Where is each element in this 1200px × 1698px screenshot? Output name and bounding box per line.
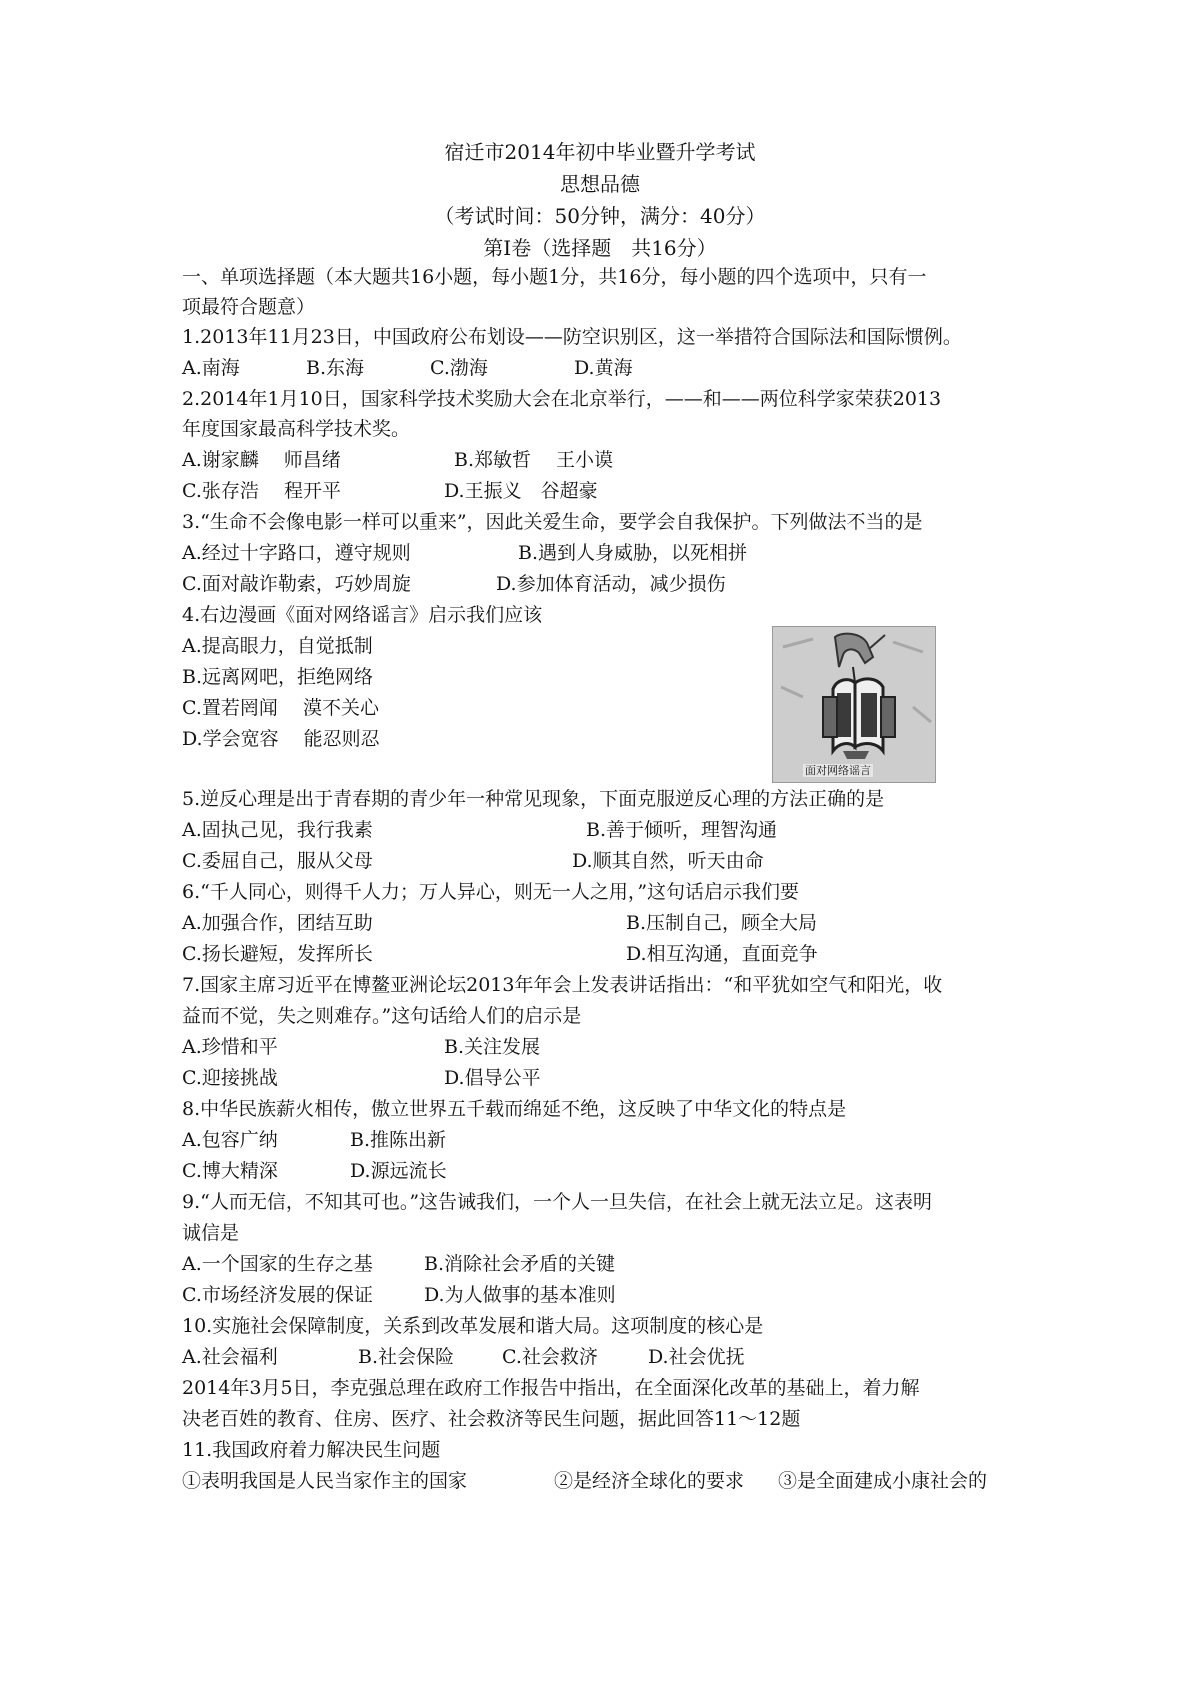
q7-option-b: B.关注发展 <box>444 1036 541 1058</box>
question-7-stem-line-1: 7.国家主席习近平在博鳌亚洲论坛2013年年会上发表讲话指出：“和平犹如空气和阳光，收 <box>182 974 943 996</box>
question-11-options <box>182 1469 987 1493</box>
q7-option-c: C.迎接挑战 <box>182 1067 278 1089</box>
exam-title: 宿迁市2014年初中毕业暨升学考试 <box>444 140 756 164</box>
q1-option-a: A.南海 <box>182 357 240 379</box>
question-2-options-row-1 <box>182 448 613 472</box>
question-8-options-row-1 <box>182 1128 446 1152</box>
q3-option-d: D.参加体育活动，减少损伤 <box>496 573 726 595</box>
instructions-line-1: 一、单项选择题（本大题共16小题，每小题1分，共16分，每小题的四个选项中，只有一 <box>182 266 927 288</box>
question-3-stem: 3.“生命不会像电影一样可以重来”，因此关爱生命，要学会自我保护。下列做法不当的是 <box>182 511 923 533</box>
q10-option-c: C.社会救济 <box>502 1346 598 1368</box>
q6-option-c: C.扬长避短，发挥所长 <box>182 943 373 965</box>
question-7-options-row-2 <box>182 1066 541 1090</box>
q3-option-c: C.面对敲诈勒索，巧妙周旋 <box>182 573 411 595</box>
q4-option-d: D.学会宽容 能忍则忍 <box>182 728 380 750</box>
q7-option-a: A.珍惜和平 <box>182 1036 278 1058</box>
q8-option-d: D.源远流长 <box>350 1160 447 1182</box>
q4-option-a: A.提高眼力，自觉抵制 <box>182 635 373 657</box>
question-10-options <box>182 1345 745 1369</box>
subject-title: 思想品德 <box>560 172 640 196</box>
question-2-options-row-2 <box>182 479 598 503</box>
question-5-options-row-2 <box>182 849 764 873</box>
question-1-options <box>182 356 633 380</box>
q6-option-b: B.压制自己，顾全大局 <box>626 912 818 934</box>
question-7-options-row-1 <box>182 1035 540 1059</box>
q2-option-c: C.张存浩 程开平 <box>182 480 341 502</box>
question-6-stem: 6.“千人同心，则得千人力；万人异心，则无一人之用，”这句话启示我们要 <box>182 881 800 903</box>
question-9-options-row-1 <box>182 1252 615 1276</box>
q10-option-a: A.社会福利 <box>182 1346 278 1368</box>
q7-option-d: D.倡导公平 <box>444 1067 541 1089</box>
q8-option-c: C.博大精深 <box>182 1160 278 1182</box>
question-9-options-row-2 <box>182 1283 616 1307</box>
question-7-stem-line-2: 益而不觉，失之则难存。”这句话给人们的启示是 <box>182 1005 582 1027</box>
q4-option-b: B.远离网吧，拒绝网络 <box>182 666 374 688</box>
q2-option-a: A.谢家麟 师昌绪 <box>182 449 341 471</box>
q6-option-d: D.相互沟通，直面竞争 <box>626 943 818 965</box>
instructions-line-2: 项最符合题意） <box>182 296 316 318</box>
cartoon-drawing <box>773 627 936 783</box>
cartoon-caption: 面对网络谣言 <box>805 764 871 777</box>
q3-option-b: B.遇到人身威胁，以死相拼 <box>518 542 748 564</box>
q2-option-b: B.郑敏哲 王小谟 <box>454 449 614 471</box>
q9-option-d: D.为人做事的基本准则 <box>424 1284 616 1306</box>
question-2-stem-line-1: 2.2014年1月10日，国家科学技术奖励大会在北京举行，——和——两位科学家荣获2013 <box>182 388 942 410</box>
exam-info: （考试时间：50分钟，满分：40分） <box>434 204 766 228</box>
q1-option-b: B.东海 <box>306 357 365 379</box>
q4-option-c: C.置若罔闻 漠不关心 <box>182 697 379 719</box>
q9-option-a: A.一个国家的生存之基 <box>182 1253 373 1275</box>
question-2-stem-line-2: 年度国家最高科学技术奖。 <box>182 418 411 440</box>
question-8-stem: 8.中华民族薪火相传，傲立世界五千载而绵延不绝，这反映了中华文化的特点是 <box>182 1098 847 1120</box>
question-3-options-row-1 <box>182 541 747 565</box>
q1-option-c: C.渤海 <box>430 357 488 379</box>
q2-option-d: D.王振义 谷超豪 <box>444 480 598 502</box>
section-title: 第Ⅰ卷（选择题 共16分） <box>483 236 717 260</box>
q10-option-d: D.社会优抚 <box>648 1346 745 1368</box>
q9-option-c: C.市场经济发展的保证 <box>182 1284 373 1306</box>
material-line-1: 2014年3月5日，李克强总理在政府工作报告中指出，在全面深化改革的基础上，着力解 <box>182 1377 920 1399</box>
q6-option-a: A.加强合作，团结互助 <box>182 912 373 934</box>
question-8-options-row-2 <box>182 1159 447 1183</box>
question-9-stem-line-2: 诚信是 <box>182 1222 240 1244</box>
question-3-options-row-2 <box>182 572 726 596</box>
question-5-stem: 5.逆反心理是出于青春期的青少年一种常见现象，下面克服逆反心理的方法正确的是 <box>182 788 885 810</box>
question-6-options-row-1 <box>182 911 817 935</box>
q11-option-3: ③是全面建成小康社会的 <box>778 1470 988 1492</box>
q10-option-b: B.社会保险 <box>358 1346 455 1368</box>
q9-option-b: B.消除社会矛盾的关键 <box>424 1253 616 1275</box>
question-6-options-row-2 <box>182 942 818 966</box>
q8-option-a: A.包容广纳 <box>182 1129 278 1151</box>
question-5-options-row-1 <box>182 818 777 842</box>
q8-option-b: B.推陈出新 <box>350 1129 447 1151</box>
material-line-2: 决老百姓的教育、住房、医疗、社会救济等民生问题，据此回答11～12题 <box>182 1408 801 1430</box>
question-1-stem: 1.2013年11月23日，中国政府公布划设——防空识别区，这一举措符合国际法和国际惯例。 <box>182 326 962 348</box>
question-9-stem-line-1: 9.“人而无信，不知其可也。”这告诫我们，一个人一旦失信，在社会上就无法立足。这表明 <box>182 1191 933 1213</box>
q11-option-2: ②是经济全球化的要求 <box>554 1470 745 1492</box>
q5-option-b: B.善于倾听，理智沟通 <box>586 819 778 841</box>
question-10-stem: 10.实施社会保障制度，关系到改革发展和谐大局。这项制度的核心是 <box>182 1315 764 1337</box>
q5-option-c: C.委屈自己，服从父母 <box>182 850 373 872</box>
q11-option-1: ①表明我国是人民当家作主的国家 <box>182 1470 468 1492</box>
question-4-stem: 4.右边漫画《面对网络谣言》启示我们应该 <box>182 604 543 626</box>
q5-option-d: D.顺其自然，听天由命 <box>572 850 764 872</box>
q5-option-a: A.固执己见，我行我素 <box>182 819 373 841</box>
q1-option-d: D.黄海 <box>574 357 633 379</box>
question-11-stem: 11.我国政府着力解决民生问题 <box>182 1439 441 1461</box>
cartoon-image <box>772 626 936 783</box>
q3-option-a: A.经过十字路口，遵守规则 <box>182 542 411 564</box>
